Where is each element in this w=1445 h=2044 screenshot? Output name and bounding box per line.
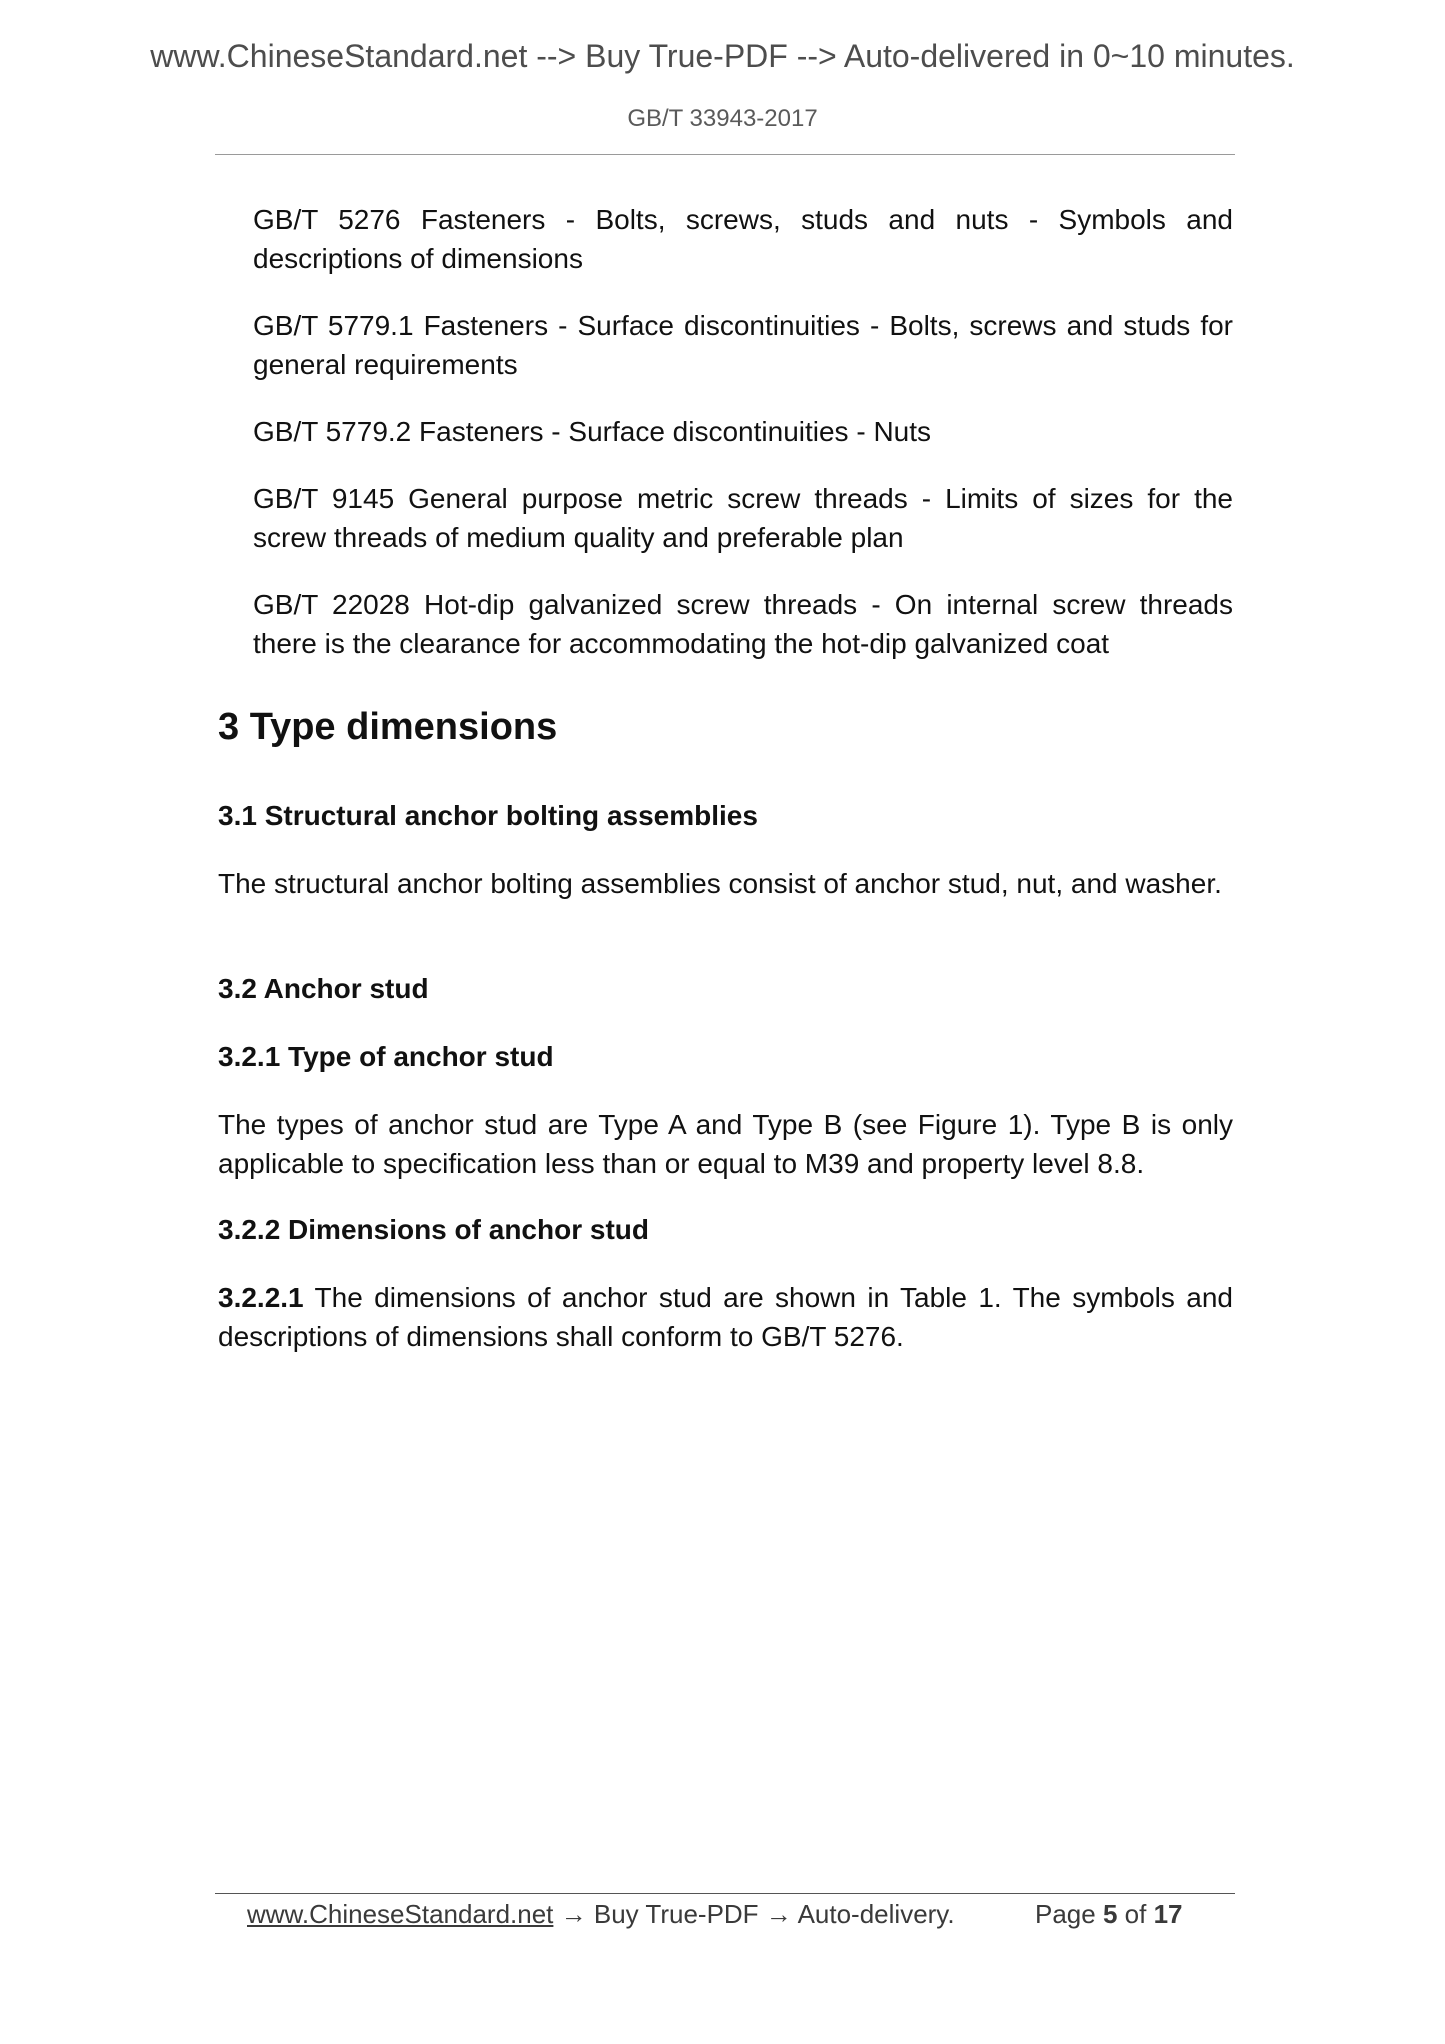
reference-gbt-5779-1: GB/T 5779.1 Fasteners - Surface discontinuities - Bolts, screws and studs for general requirements bbox=[253, 310, 1233, 380]
footer-link[interactable]: www.ChineseStandard.net bbox=[247, 1899, 554, 1929]
reference-gbt-22028: GB/T 22028 Hot-dip galvanized screw threads - On internal screw threads there is the clearance for accommodating the hot-dip galvanized coat bbox=[253, 589, 1233, 659]
reference-gbt-9145: GB/T 9145 General purpose metric screw threads - Limits of sizes for the screw threads of medium quality and preferable plan bbox=[253, 483, 1233, 553]
section-3-2-2-heading: 3.2.2 Dimensions of anchor stud bbox=[218, 1214, 649, 1245]
section-3-2-1-heading: 3.2.1 Type of anchor stud bbox=[218, 1041, 554, 1072]
page-current: 5 bbox=[1102, 1899, 1118, 1929]
footer-rule bbox=[215, 1893, 1235, 1894]
standard-code: GB/T 33943-2017 bbox=[627, 105, 818, 132]
page-indicator bbox=[1035, 1895, 1183, 1933]
of-word: of bbox=[1124, 1899, 1147, 1929]
section-3-1-text: The structural anchor bolting assemblies consist of anchor stud, nut, and washer. bbox=[218, 868, 1222, 899]
section-3-title: 3 Type dimensions bbox=[218, 706, 558, 748]
section-3-1-heading: 3.1 Structural anchor bolting assemblies bbox=[218, 800, 758, 831]
page-word: Page bbox=[1035, 1899, 1096, 1929]
source-banner: www.ChineseStandard.net --> Buy True-PDF --> Auto-delivered in 0~10 minutes. bbox=[150, 38, 1295, 74]
page-total: 17 bbox=[1153, 1899, 1183, 1929]
reference-gbt-5276: GB/T 5276 Fasteners - Bolts, screws, studs and nuts - Symbols and descriptions of dimensions bbox=[253, 204, 1233, 274]
section-3-2-2-1-text bbox=[218, 1278, 1233, 1356]
reference-gbt-5779-2: GB/T 5779.2 Fasteners - Surface discontinuities - Nuts bbox=[253, 416, 932, 447]
header-rule bbox=[215, 154, 1235, 155]
clause-number: 3.2.2.1 bbox=[218, 1282, 304, 1313]
page-footer bbox=[247, 1895, 1207, 1933]
footer-tail: → Buy True-PDF → Auto-delivery. bbox=[553, 1899, 955, 1929]
clause-body: The dimensions of anchor stud are shown in Table 1. The symbols and descriptions of dimensions shall conform to GB/T 5276. bbox=[218, 1282, 1233, 1352]
section-3-2-heading: 3.2 Anchor stud bbox=[218, 973, 429, 1004]
section-3-2-1-text: The types of anchor stud are Type A and Type B (see Figure 1). Type B is only applicable to specification less than or equal to M39 and property level 8.8. bbox=[218, 1109, 1233, 1179]
